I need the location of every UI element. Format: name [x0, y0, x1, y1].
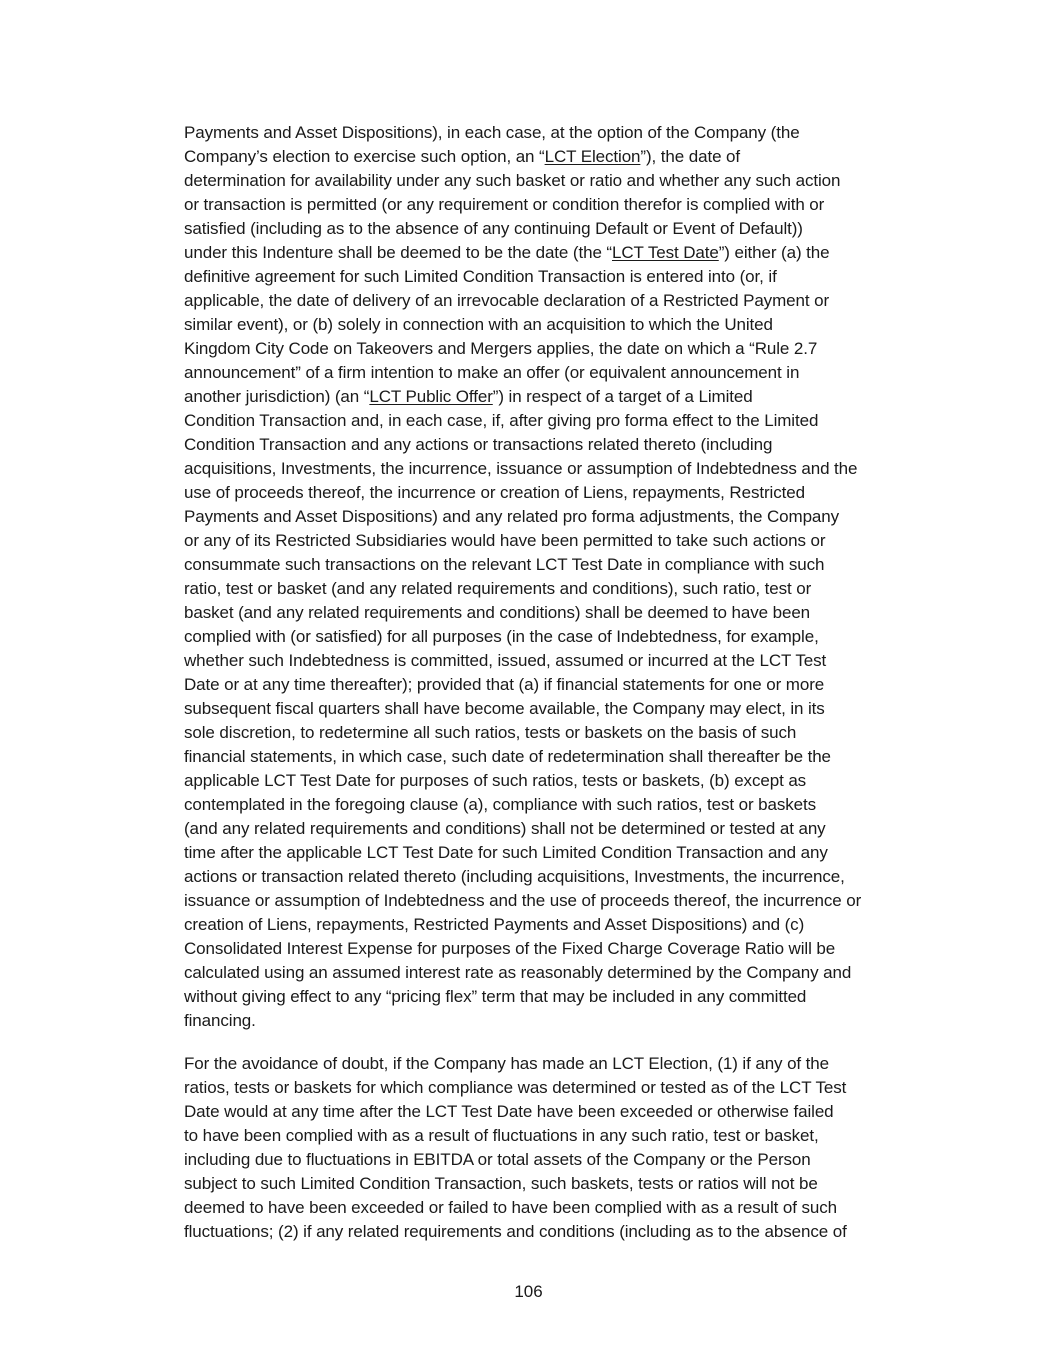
text-line: [184, 313, 954, 337]
text-line: [184, 1148, 954, 1172]
text-line: [184, 745, 954, 769]
text-line: [184, 937, 954, 961]
text-line: [184, 985, 954, 1009]
text-segment: Kingdom City Code on Takeovers and Mergers applies, the date on which a “Rule 2.7: [184, 339, 818, 358]
text-line: [184, 553, 954, 577]
text-segment: acquisitions, Investments, the incurrence, issuance or assumption of Indebtedness and the: [184, 459, 858, 478]
text-line: [184, 193, 954, 217]
text-segment: Consolidated Interest Expense for purposes of the Fixed Charge Coverage Ratio will be: [184, 939, 836, 958]
text-line: [184, 1076, 954, 1100]
text-segment: time after the applicable LCT Test Date for such Limited Condition Transaction and any: [184, 843, 828, 862]
text-segment: Payments and Asset Dispositions), in each case, at the option of the Company (the: [184, 123, 800, 142]
text-line: [184, 409, 954, 433]
text-segment: sole discretion, to redetermine all such ratios, tests or baskets on the basis of such: [184, 723, 797, 742]
text-line: [184, 721, 954, 745]
text-segment: subject to such Limited Condition Transaction, such baskets, tests or ratios will not be: [184, 1174, 818, 1193]
text-line: [184, 529, 954, 553]
text-segment: ”) in respect of a target of a Limited: [492, 387, 753, 406]
text-segment: ratio, test or basket (and any related requirements and conditions), such ratio, test or: [184, 579, 812, 598]
defined-term-underlined: LCT Election: [544, 147, 641, 166]
text-segment: without giving effect to any “pricing flex” term that may be included in any committed: [184, 987, 807, 1006]
text-segment: basket (and any related requirements and conditions) shall be deemed to have been: [184, 603, 811, 622]
text-segment: Date or at any time thereafter); provided that (a) if financial statements for one or more: [184, 675, 825, 694]
text-segment: satisfied (including as to the absence of any continuing Default or Event of Default)): [184, 219, 803, 238]
text-line: [184, 121, 954, 145]
text-segment: consummate such transactions on the relevant LCT Test Date in compliance with such: [184, 555, 825, 574]
text-line: [184, 1052, 954, 1076]
text-segment: deemed to have been exceeded or failed to have been complied with as a result of such: [184, 1198, 838, 1217]
text-line: [184, 793, 954, 817]
text-line: [184, 505, 954, 529]
text-line: [184, 1100, 954, 1124]
text-line: [184, 361, 954, 385]
text-segment: or any of its Restricted Subsidiaries would have been permitted to take such actions or: [184, 531, 826, 550]
text-segment: complied with (or satisfied) for all purposes (in the case of Indebtedness, for example,: [184, 627, 819, 646]
text-line: [184, 1172, 954, 1196]
text-segment: contemplated in the foregoing clause (a), compliance with such ratios, test or baskets: [184, 795, 817, 814]
text-line: [184, 1124, 954, 1148]
text-segment: Date would at any time after the LCT Test Date have been exceeded or otherwise failed: [184, 1102, 834, 1121]
text-segment: determination for availability under any such basket or ratio and whether any such action: [184, 171, 841, 190]
text-segment: actions or transaction related thereto (including acquisitions, Investments, the incurrence,: [184, 867, 845, 886]
text-segment: ratios, tests or baskets for which compliance was determined or tested as of the LCT Test: [184, 1078, 847, 1097]
text-line: [184, 625, 954, 649]
text-segment: financing.: [184, 1011, 256, 1030]
text-line: [184, 385, 954, 409]
text-segment: For the avoidance of doubt, if the Company has made an LCT Election, (1) if any of the: [184, 1054, 830, 1073]
text-segment: Condition Transaction and, in each case, if, after giving pro forma effect to the Limited: [184, 411, 819, 430]
text-line: [184, 961, 954, 985]
text-line: [184, 457, 954, 481]
text-line: [184, 1196, 954, 1220]
text-segment: financial statements, in which case, such date of redetermination shall thereafter be the: [184, 747, 831, 766]
text-segment: similar event), or (b) solely in connection with an acquisition to which the United: [184, 315, 773, 334]
paragraph-avoidance-of-doubt: [184, 1052, 954, 1244]
text-segment: ”), the date of: [640, 147, 741, 166]
text-line: [184, 865, 954, 889]
text-line: [184, 697, 954, 721]
text-segment: to have been complied with as a result of fluctuations in any such ratio, test or basket,: [184, 1126, 819, 1145]
text-line: [184, 673, 954, 697]
text-segment: creation of Liens, repayments, Restricted Payments and Asset Dispositions) and (c): [184, 915, 805, 934]
text-segment: calculated using an assumed interest rate as reasonably determined by the Company and: [184, 963, 852, 982]
text-segment: under this Indenture shall be deemed to be the date (the “: [184, 243, 612, 262]
text-line: [184, 481, 954, 505]
text-segment: applicable, the date of delivery of an irrevocable declaration of a Restricted Payment or: [184, 291, 830, 310]
text-segment: definitive agreement for such Limited Condition Transaction is entered into (or, if: [184, 267, 777, 286]
text-segment: applicable LCT Test Date for purposes of such ratios, tests or baskets, (b) except as: [184, 771, 807, 790]
text-line: [184, 1220, 954, 1244]
text-line: [184, 841, 954, 865]
text-segment: Condition Transaction and any actions or transactions related thereto (including: [184, 435, 773, 454]
text-line: [184, 889, 954, 913]
text-line: [184, 337, 954, 361]
text-segment: use of proceeds thereof, the incurrence or creation of Liens, repayments, Restricted: [184, 483, 805, 502]
text-line: [184, 145, 954, 169]
text-line: [184, 601, 954, 625]
text-line: [184, 577, 954, 601]
document-text-block: [184, 121, 954, 1244]
text-line: [184, 241, 954, 265]
text-segment: ”) either (a) the: [718, 243, 830, 262]
text-line: [184, 649, 954, 673]
text-segment: subsequent fiscal quarters shall have become available, the Company may elect, in its: [184, 699, 825, 718]
defined-term-underlined: LCT Test Date: [612, 243, 719, 262]
text-segment: issuance or assumption of Indebtedness and the use of proceeds thereof, the incurrence or: [184, 891, 862, 910]
text-segment: or transaction is permitted (or any requirement or condition therefor is complied with or: [184, 195, 825, 214]
text-line: [184, 817, 954, 841]
text-line: [184, 217, 954, 241]
page-number: 106: [514, 1282, 543, 1301]
text-segment: whether such Indebtedness is committed, issued, assumed or incurred at the LCT Test: [184, 651, 827, 670]
text-segment: (and any related requirements and conditions) shall not be determined or tested at any: [184, 819, 826, 838]
text-segment: Company’s election to exercise such option, an “: [184, 147, 545, 166]
text-line: [184, 289, 954, 313]
paragraph-lct-election: [184, 121, 954, 1033]
text-segment: fluctuations; (2) if any related requirements and conditions (including as to the absence of: [184, 1222, 847, 1241]
text-segment: Payments and Asset Dispositions) and any related pro forma adjustments, the Company: [184, 507, 840, 526]
text-line: [184, 169, 954, 193]
text-segment: another jurisdiction) (an “: [184, 387, 370, 406]
text-segment: announcement” of a firm intention to make an offer (or equivalent announcement in: [184, 363, 800, 382]
text-line: [184, 769, 954, 793]
text-segment: including due to fluctuations in EBITDA or total assets of the Company or the Person: [184, 1150, 811, 1169]
text-line: [184, 433, 954, 457]
text-line: [184, 265, 954, 289]
text-line: [184, 1009, 954, 1033]
defined-term-underlined: LCT Public Offer: [369, 387, 493, 406]
text-line: [184, 913, 954, 937]
